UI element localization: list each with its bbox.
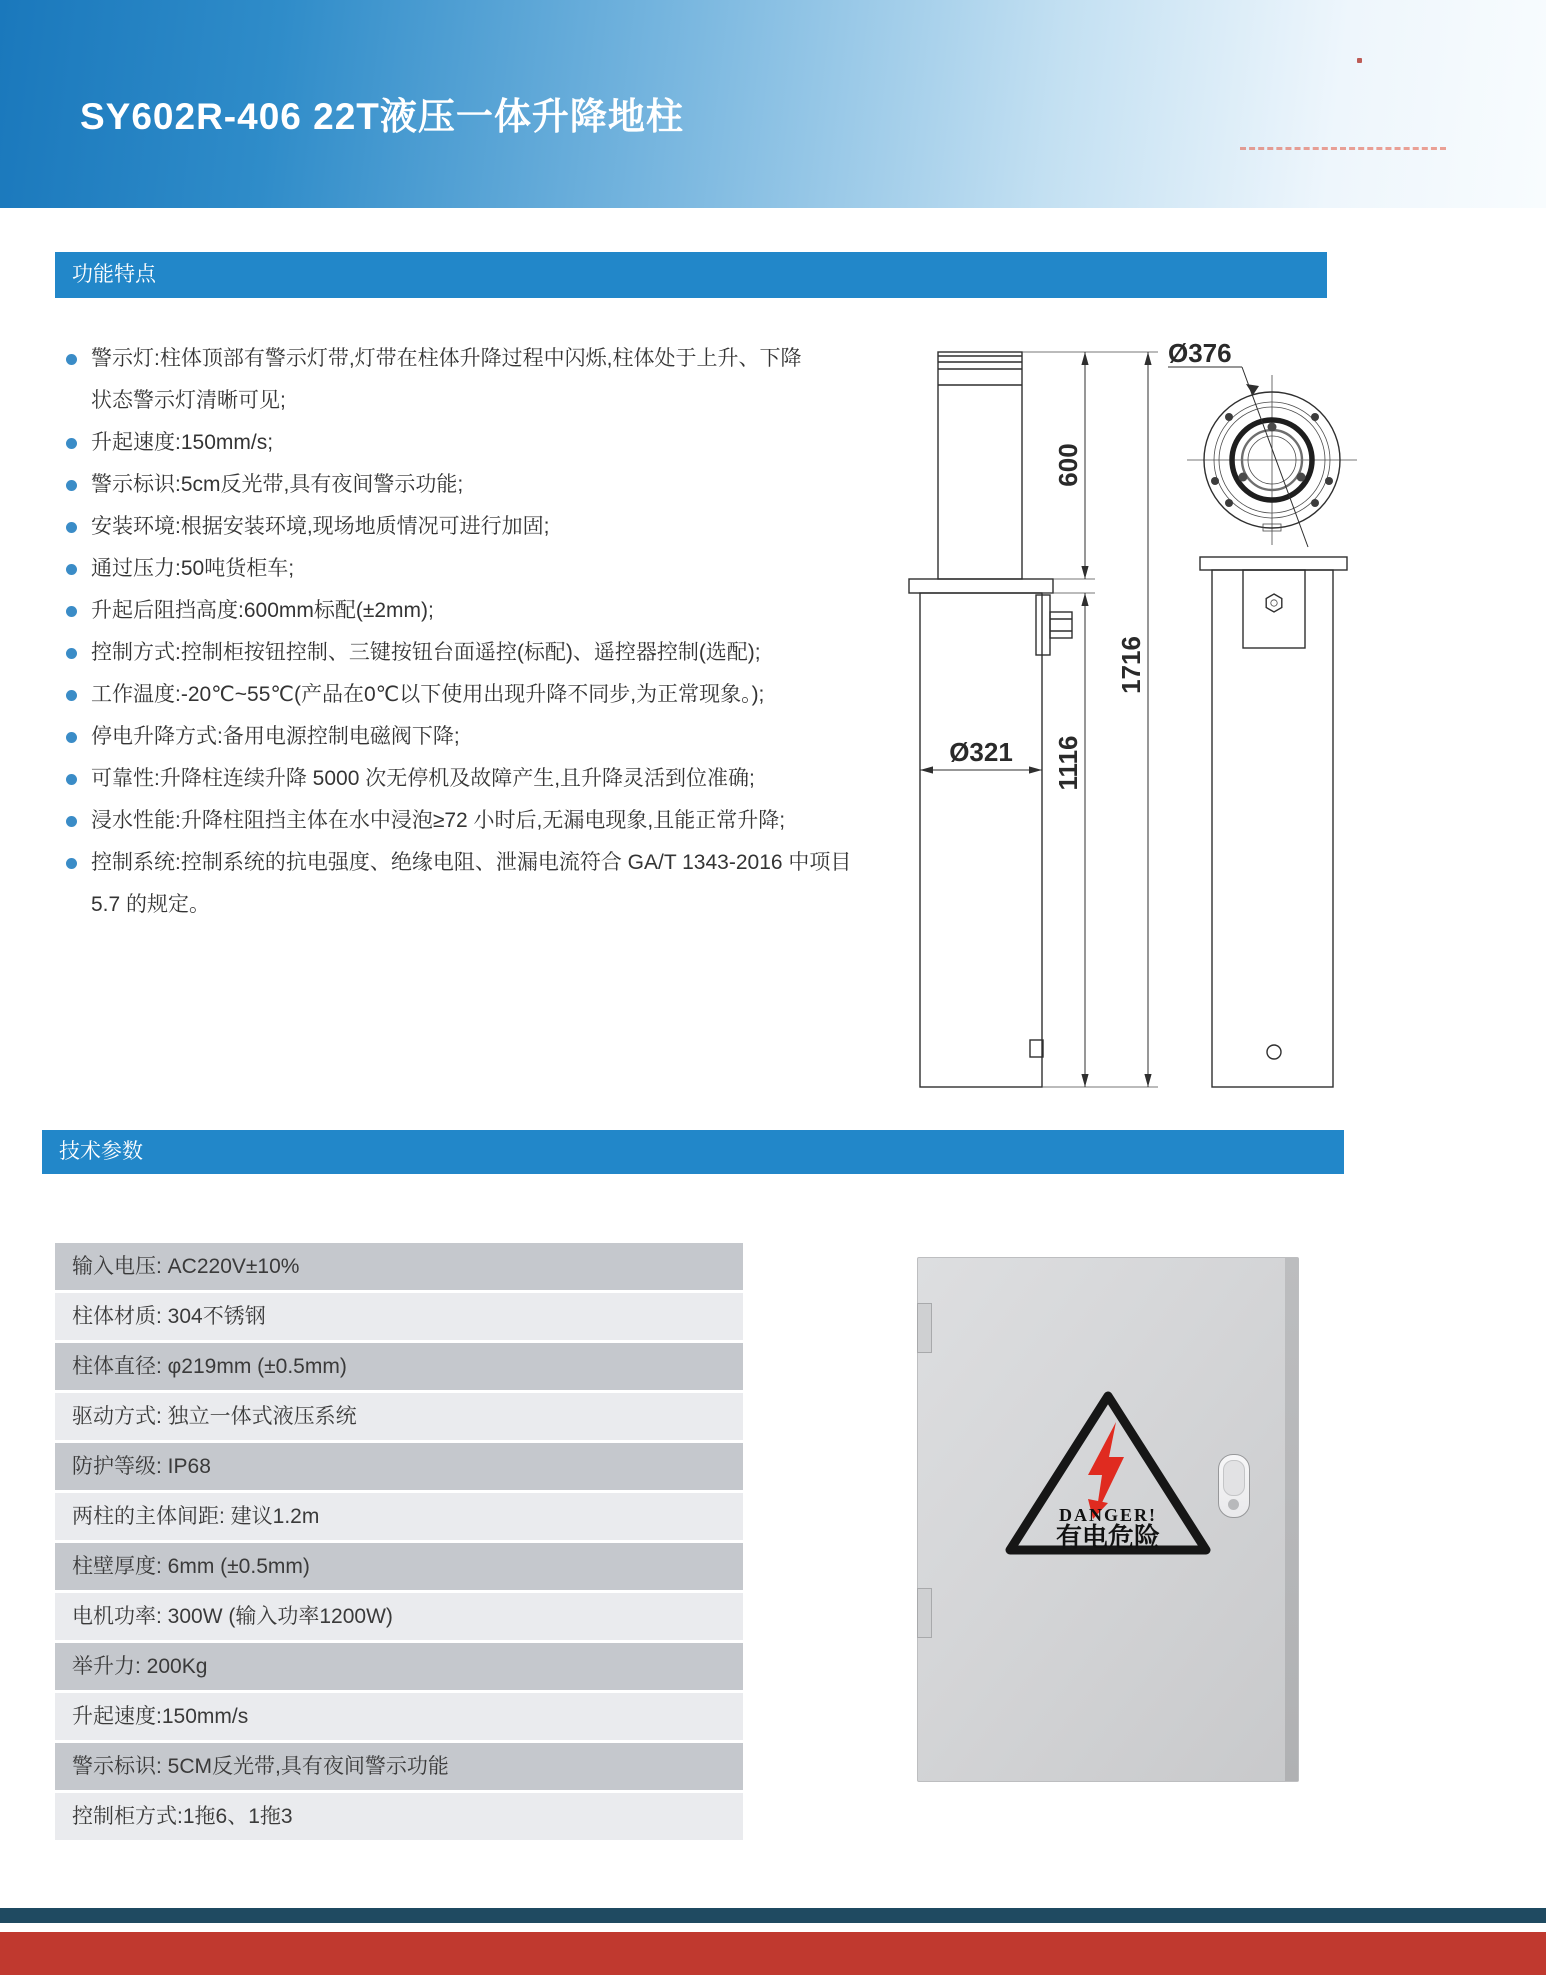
- bollard-drawing-svg: [890, 335, 1510, 1095]
- feature-item: [62, 506, 968, 548]
- dimension-600: [1053, 352, 1089, 579]
- feature-line: 状态警示灯清晰可见;: [91, 389, 286, 412]
- spec-text: 警示标识: 5CM反光带,具有夜间警示功能: [72, 1755, 449, 1778]
- control-cabinet-photo: [905, 1257, 1310, 1782]
- bollard-front-view: [909, 352, 1158, 1087]
- spec-row: [55, 1293, 743, 1340]
- spec-text: 防护等级: IP68: [72, 1455, 211, 1478]
- bullet-icon: [66, 774, 77, 785]
- feature-line: 升起速度:150mm/s;: [91, 431, 274, 454]
- dim-label-1116: 1116: [1053, 735, 1083, 791]
- danger-text-en: DANGER!: [1059, 1505, 1157, 1525]
- feature-item: [62, 800, 968, 842]
- bullet-icon: [66, 354, 77, 365]
- feature-item: [62, 422, 968, 464]
- spec-text: 两柱的主体间距: 建议1.2m: [72, 1505, 320, 1528]
- spec-row: [55, 1493, 743, 1540]
- feature-item: [62, 842, 968, 926]
- bullet-icon: [66, 816, 77, 827]
- handle-pad: [1223, 1460, 1245, 1496]
- footer-navy-stripe: [0, 1908, 1546, 1923]
- danger-text-zh: 有电危险: [1055, 1522, 1161, 1552]
- feature-line: 安装环境:根据安装环境,现场地质情况可进行加固;: [91, 515, 550, 538]
- feature-line: 停电升降方式:备用电源控制电磁阀下降;: [91, 725, 460, 748]
- spec-row: [55, 1343, 743, 1390]
- bollard-top-view: [1168, 338, 1357, 547]
- feature-item: [62, 590, 968, 632]
- feature-item: [62, 632, 968, 674]
- spec-text: 柱体材质: 304不锈钢: [72, 1305, 266, 1328]
- spec-row: [55, 1643, 743, 1690]
- dim-label-dia376: Ø376: [1168, 338, 1232, 368]
- handle-button: [1228, 1499, 1239, 1510]
- cabinet-hinge: [917, 1588, 932, 1638]
- spec-text: 电机功率: 300W (输入功率1200W): [72, 1605, 393, 1628]
- spec-row: [55, 1243, 743, 1290]
- spec-text: 驱动方式: 独立一体式液压系统: [72, 1405, 357, 1428]
- feature-line: 工作温度:-20℃~55℃(产品在0℃以下使用出现升降不同步,为正常现象。);: [91, 683, 765, 706]
- danger-sign: [996, 1386, 1220, 1575]
- danger-sign-svg: [996, 1386, 1220, 1570]
- bullet-icon: [66, 606, 77, 617]
- spec-text: 柱壁厚度: 6mm (±0.5mm): [72, 1555, 310, 1578]
- bullet-icon: [66, 690, 77, 701]
- spec-row: [55, 1593, 743, 1640]
- bullet-icon: [66, 522, 77, 533]
- bollard-side-view: [1200, 557, 1347, 1087]
- spec-text: 控制柜方式:1拖6、1拖3: [72, 1805, 293, 1828]
- spec-row: [55, 1793, 743, 1840]
- watermark-dashed-line: [1240, 147, 1446, 150]
- dim-label-600: 600: [1053, 443, 1083, 487]
- bullet-icon: [66, 480, 77, 491]
- feature-list: [62, 338, 968, 926]
- cabinet-body: [917, 1257, 1299, 1782]
- spec-row: [55, 1393, 743, 1440]
- feature-item: [62, 674, 968, 716]
- spec-table: [55, 1243, 743, 1843]
- footer-red-stripe: [0, 1932, 1546, 1975]
- section-bar-specs: [42, 1130, 1344, 1174]
- cabinet-side-edge: [1285, 1258, 1298, 1781]
- feature-line: 警示标识:5cm反光带,具有夜间警示功能;: [91, 473, 464, 496]
- header-banner: [0, 0, 1546, 208]
- spec-row: [55, 1743, 743, 1790]
- spec-text: 升起速度:150mm/s: [72, 1705, 249, 1728]
- dimension-dia-321: [920, 737, 1042, 774]
- watermark-dot: [1357, 58, 1362, 63]
- spec-text: 举升力: 200Kg: [72, 1655, 208, 1678]
- feature-item: [62, 716, 968, 758]
- section-bar-features: [55, 252, 1327, 298]
- technical-drawing: [890, 335, 1510, 1095]
- feature-item: [62, 758, 968, 800]
- dimension-1716: [1116, 352, 1152, 1087]
- spec-text: 柱体直径: φ219mm (±0.5mm): [72, 1355, 347, 1378]
- bullet-icon: [66, 438, 77, 449]
- cabinet-handle: [1218, 1454, 1250, 1518]
- section-title-features: 功能特点: [72, 263, 156, 286]
- dim-label-1716: 1716: [1116, 636, 1146, 694]
- spec-row: [55, 1693, 743, 1740]
- bullet-icon: [66, 648, 77, 659]
- cabinet-hinge: [917, 1303, 932, 1353]
- feature-line: 控制方式:控制柜按钮控制、三键按钮台面遥控(标配)、遥控器控制(选配);: [91, 641, 761, 664]
- feature-line: 控制系统:控制系统的抗电强度、绝缘电阻、泄漏电流符合 GA/T 1343-2016 中项目: [91, 851, 852, 874]
- feature-line: 可靠性:升降柱连续升降 5000 次无停机及故障产生,且升降灵活到位准确;: [91, 767, 755, 790]
- feature-item: [62, 464, 968, 506]
- feature-line: 5.7 的规定。: [91, 893, 211, 916]
- feature-line: 浸水性能:升降柱阻挡主体在水中浸泡≥72 小时后,无漏电现象,且能正常升降;: [91, 809, 786, 832]
- dimension-1116: [1053, 593, 1089, 1087]
- bullet-icon: [66, 732, 77, 743]
- dim-label-dia321: Ø321: [949, 737, 1013, 767]
- spec-text: 输入电压: AC220V±10%: [72, 1255, 300, 1278]
- spec-row: [55, 1443, 743, 1490]
- spec-row: [55, 1543, 743, 1590]
- feature-item: [62, 548, 968, 590]
- feature-item: [62, 338, 968, 422]
- section-title-specs: 技术参数: [59, 1140, 143, 1163]
- feature-line: 通过压力:50吨货柜车;: [91, 557, 295, 580]
- bullet-icon: [66, 564, 77, 575]
- feature-line: 警示灯:柱体顶部有警示灯带,灯带在柱体升降过程中闪烁,柱体处于上升、下降: [91, 347, 802, 370]
- feature-line: 升起后阻挡高度:600mm标配(±2mm);: [91, 599, 434, 622]
- bullet-icon: [66, 858, 77, 869]
- page-title: SY602R-406 22T液压一体升降地柱: [80, 96, 684, 137]
